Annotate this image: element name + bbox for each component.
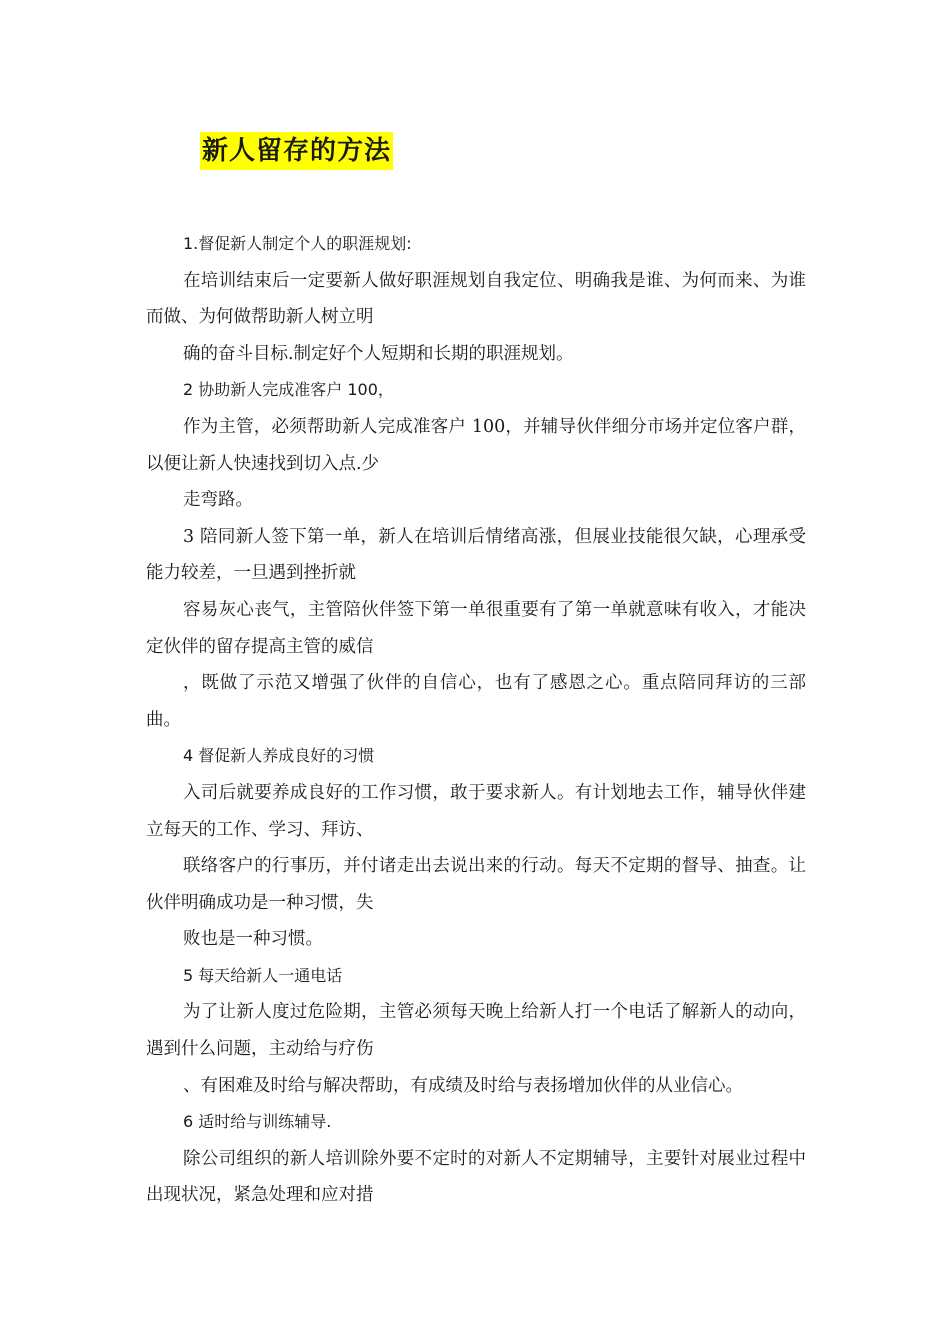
paragraph: 确的奋斗目标.制定好个人短期和长期的职涯规划。 (183, 343, 574, 364)
document-body (146, 226, 806, 1214)
paragraph: 败也是一种习惯。 (183, 929, 323, 950)
paragraph: ，既做了示范又增强了伙伴的自信心，也有了感恩之心。重点陪同拜访的三部曲。 (146, 673, 806, 730)
paragraph: 为了让新人度过危险期，主管必须每天晚上给新人打一个电话了解新人的动向，遇到什么问题，主动给与疗伤 (146, 1002, 806, 1060)
paragraph: 联络客户的行事历，并付诸走出去说出来的行动。每天不定期的督导、抽查。让伙伴明确成功是一种习惯，失 (146, 856, 806, 913)
paragraph: 、有困难及时给与解决帮助，有成绩及时给与表扬增加伙伴的从业信心。 (183, 1075, 743, 1096)
document-title: 新人留存的方法 (200, 132, 393, 170)
section-heading-2: 2 协助新人完成准客户 100， (183, 380, 394, 400)
paragraph: 入司后就要养成良好的工作习惯，敢于要求新人。有计划地去工作，辅导伙伴建立每天的工作、学习、拜访、 (146, 782, 806, 840)
section-heading-4: 4 督促新人养成良好的习惯 (183, 746, 375, 766)
section-heading-3: 3 陪同新人签下第一单，新人在培训后情绪高涨，但展业技能很欠缺，心理承受能力较差，一旦遇到挫折就 (146, 526, 806, 584)
section-heading-5: 5 每天给新人一通电话 (183, 965, 343, 985)
paragraph: 走弯路。 (183, 490, 253, 511)
paragraph: 容易灰心丧气，主管陪伙伴签下第一单很重要有了第一单就意味有收入，才能决定伙伴的留存提高主管的威信 (146, 599, 806, 657)
paragraph: 除公司组织的新人培训除外要不定时的对新人不定期辅导，主要针对展业过程中出现状况，紧急处理和应对措 (146, 1148, 806, 1206)
section-heading-1: 1.督促新人制定个人的职涯规划: (183, 234, 412, 253)
section-heading-6: 6 适时给与训练辅导. (183, 1112, 332, 1132)
paragraph: 在培训结束后一定要新人做好职涯规划自我定位、明确我是谁、为何而来、为谁而做、为何做帮助新人树立明 (146, 270, 806, 328)
paragraph: 作为主管，必须帮助新人完成准客户 100，并辅导伙伴细分市场并定位客户群，以便让新人快速找到切入点.少 (146, 416, 806, 474)
